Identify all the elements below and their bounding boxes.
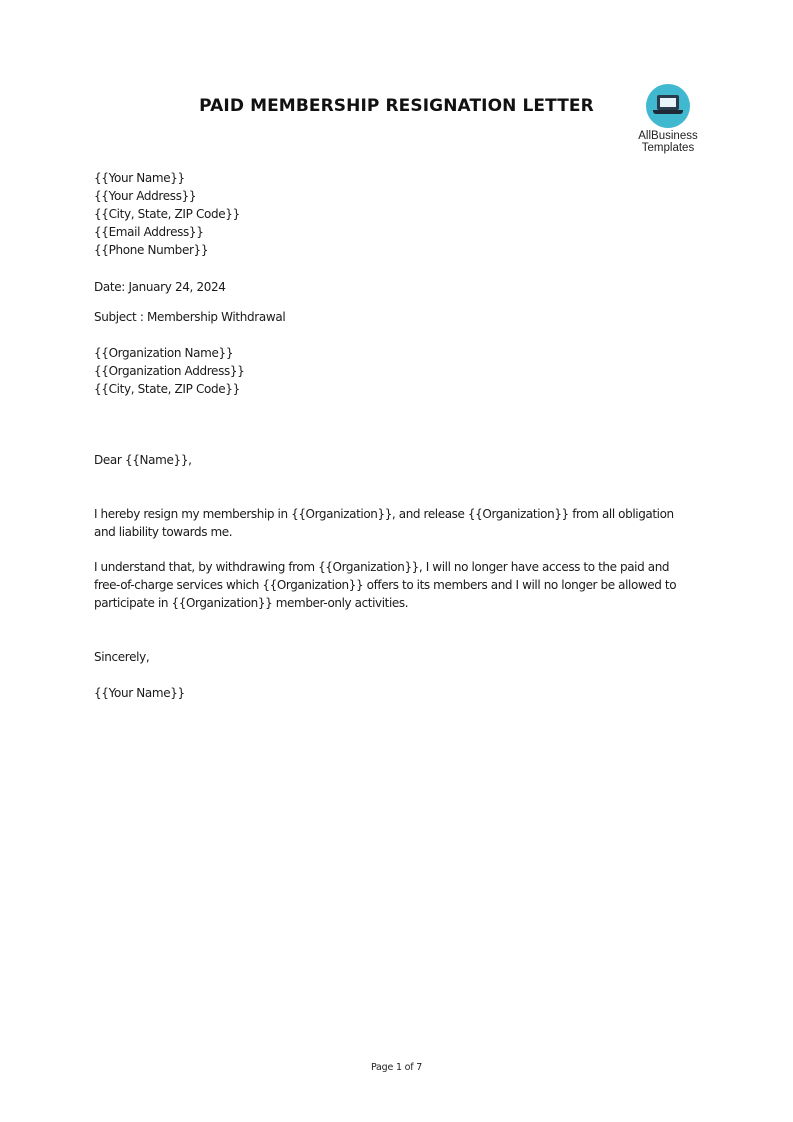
- logo-text: [628, 130, 708, 154]
- paragraph-2: [94, 558, 704, 612]
- document-title: PAID MEMBERSHIP RESIGNATION LETTER: [199, 96, 594, 116]
- recipient-organization-address: {{Organization Address}}: [94, 364, 245, 378]
- sender-name: {{Your Name}}: [94, 171, 185, 185]
- sender-city-state-zip: {{City, State, ZIP Code}}: [94, 207, 240, 221]
- allbusiness-templates-logo: [628, 84, 708, 154]
- recipient-organization-name: {{Organization Name}}: [94, 346, 234, 360]
- paragraph-2-line-1: I understand that, by withdrawing from {{Organization}}, I will no longer have access to the paid and: [94, 560, 670, 574]
- paragraph-2-line-2: free-of-charge services which {{Organization}} offers to its members and I will no longer be allowed to: [94, 578, 677, 592]
- salutation: Dear {{Name}},: [94, 453, 192, 467]
- page-number: Page 1 of 7: [370, 1062, 423, 1073]
- recipient-city-state-zip: {{City, State, ZIP Code}}: [94, 382, 240, 396]
- sender-block: [94, 169, 240, 259]
- sender-phone: {{Phone Number}}: [94, 243, 209, 257]
- letter-subject: Subject : Membership Withdrawal: [94, 310, 286, 324]
- letter-date: Date: January 24, 2024: [94, 280, 226, 294]
- closing: Sincerely,: [94, 650, 150, 664]
- sender-address: {{Your Address}}: [94, 189, 197, 203]
- laptop-icon: [646, 84, 690, 128]
- paragraph-1: [94, 505, 704, 541]
- logo-line-1: AllBusiness: [638, 130, 698, 142]
- sender-email: {{Email Address}}: [94, 225, 204, 239]
- recipient-block: [94, 344, 244, 398]
- paragraph-1-line-2: and liability towards me.: [94, 525, 233, 539]
- logo-line-2: Templates: [641, 142, 695, 154]
- paragraph-1-line-1: I hereby resign my membership in {{Organization}}, and release {{Organization}} from all obligation: [94, 507, 674, 521]
- paragraph-2-line-3: participate in {{Organization}} member-only activities.: [94, 596, 409, 610]
- signature: {{Your Name}}: [94, 686, 185, 700]
